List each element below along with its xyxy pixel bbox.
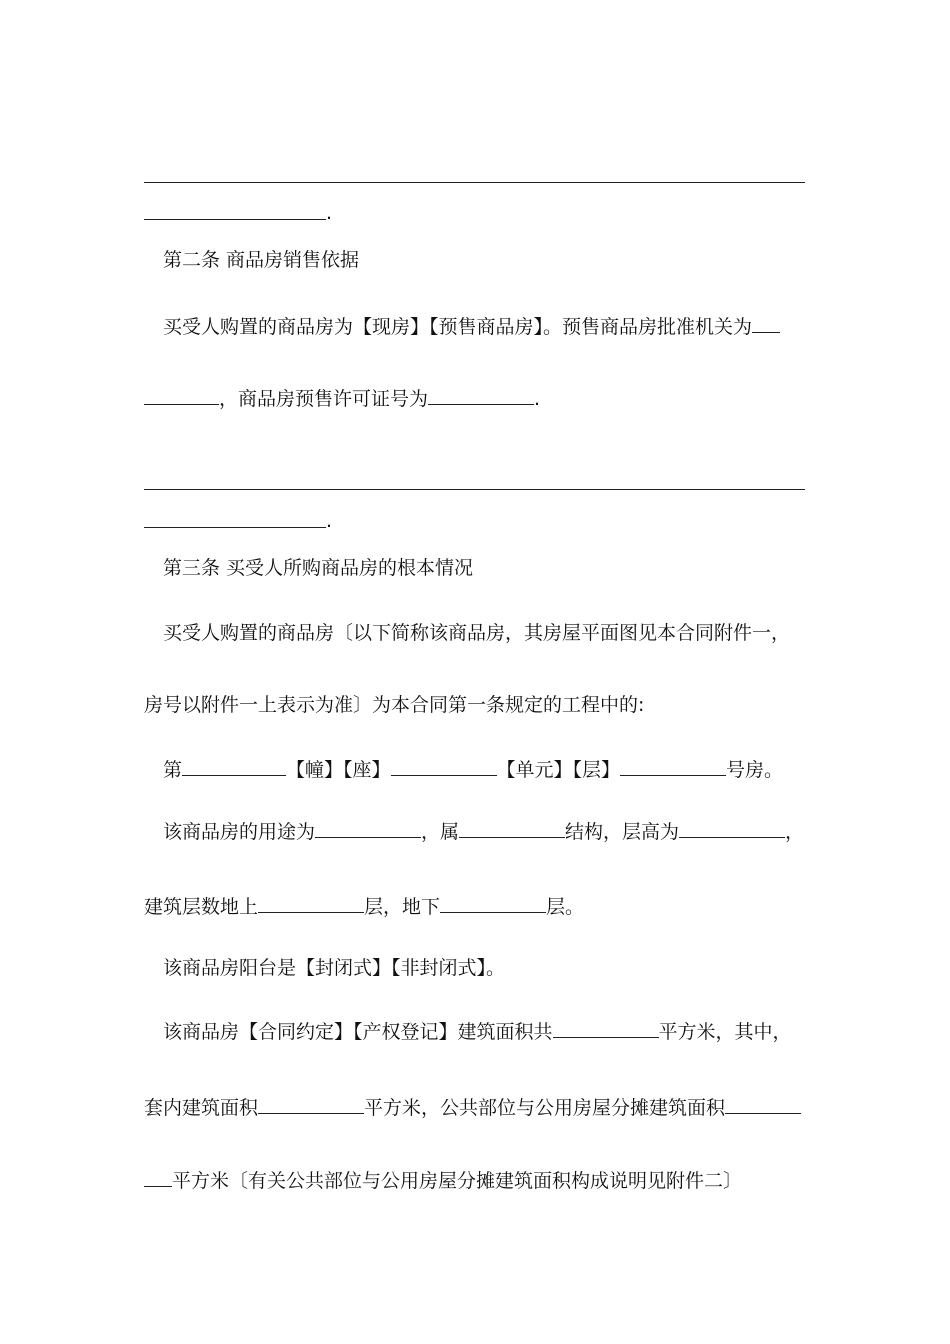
balcony-line: 该商品房阳台是【封闭式】【非封闭式】。 bbox=[163, 957, 506, 979]
article3-paragraph-line1: 买受人购置的商品房〔以下简称该商品房，其房屋平面图见本合同附件一， bbox=[163, 622, 791, 644]
inner-area-blank bbox=[258, 1094, 364, 1114]
unit-line bbox=[163, 756, 783, 782]
period: . bbox=[326, 202, 333, 224]
approval-authority-blank bbox=[752, 313, 780, 333]
blank-line-full bbox=[144, 182, 805, 183]
area-text-5: 平方米〔有关公共部位与公用房屋分摊建筑面积构成说明见附件二〕 bbox=[172, 1170, 743, 1192]
unit-text-2: 【幢】【座】 bbox=[286, 759, 391, 781]
building-blank bbox=[182, 756, 286, 776]
blank-line-short bbox=[144, 527, 326, 528]
approval-authority-blank-cont bbox=[144, 385, 219, 405]
floor-height-blank bbox=[679, 818, 785, 838]
floors-above-blank bbox=[258, 893, 364, 913]
shared-area-blank bbox=[725, 1094, 801, 1114]
article3-heading: 第三条 买受人所购商品房的根本情况 bbox=[163, 557, 474, 579]
article2-text-b: ，商品房预售许可证号为 bbox=[219, 388, 429, 410]
area-line-3 bbox=[144, 1167, 742, 1193]
room-number-blank bbox=[620, 756, 726, 776]
usage-text-4: ， bbox=[785, 821, 805, 843]
area-text-3: 套内建筑面积 bbox=[144, 1097, 259, 1119]
article2-paragraph-line1 bbox=[163, 313, 780, 339]
area-line-1 bbox=[163, 1018, 792, 1044]
usage-blank bbox=[315, 818, 421, 838]
floors-text-1: 建筑层数地上 bbox=[144, 896, 259, 918]
floors-text-2: 层，地下 bbox=[364, 896, 441, 918]
blank-line-full bbox=[144, 489, 805, 490]
usage-text-3: 结构，层高为 bbox=[565, 821, 680, 843]
unit-text-4: 号房。 bbox=[726, 759, 784, 781]
usage-text-2: ，属 bbox=[421, 821, 460, 843]
article2-heading: 第二条 商品房销售依据 bbox=[163, 249, 360, 271]
unit-text-1: 第 bbox=[163, 759, 183, 781]
floors-below-blank bbox=[440, 893, 546, 913]
area-text-2: 平方米，其中， bbox=[658, 1021, 792, 1043]
unit-blank bbox=[391, 756, 497, 776]
period: . bbox=[534, 388, 541, 410]
floors-line bbox=[144, 893, 584, 919]
blank-line-short bbox=[144, 219, 326, 220]
article2-paragraph-line2 bbox=[144, 385, 540, 411]
usage-text-1: 该商品房的用途为 bbox=[163, 821, 316, 843]
article3-paragraph-line2: 房号以附件一上表示为准〕为本合同第一条规定的工程中的: bbox=[144, 694, 645, 716]
area-text-4: 平方米，公共部位与公用房屋分摊建筑面积 bbox=[364, 1097, 726, 1119]
structure-blank bbox=[459, 818, 565, 838]
area-line-2 bbox=[144, 1094, 801, 1120]
usage-line bbox=[163, 818, 804, 844]
shared-area-blank-cont bbox=[144, 1167, 172, 1187]
floors-text-3: 层。 bbox=[546, 896, 585, 918]
period: . bbox=[326, 510, 333, 532]
unit-text-3: 【单元】【层】 bbox=[496, 759, 621, 781]
presale-license-blank bbox=[428, 385, 534, 405]
article2-text-a: 买受人购置的商品房为【现房】【预售商品房】。预售商品房批准机关为 bbox=[163, 316, 753, 338]
building-area-blank bbox=[553, 1018, 659, 1038]
area-text-1: 该商品房【合同约定】【产权登记】建筑面积共 bbox=[163, 1021, 553, 1043]
